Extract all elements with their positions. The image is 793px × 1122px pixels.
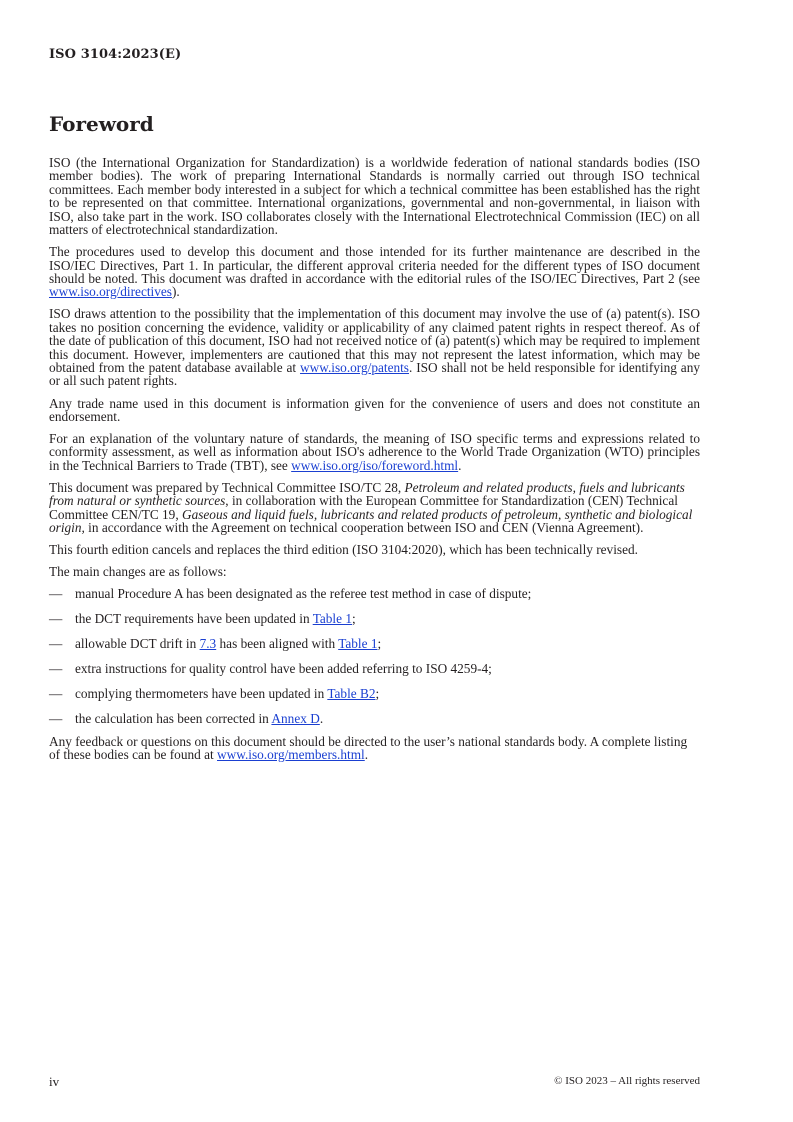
- paragraph-patents: ISO draws attention to the possibility that the implementation of this document may involve the use of (a) patent(s). ISO takes no position concerning the evidence, validity or applicability of any claimed patent rights in respect thereof. As of the date of publication of this document, ISO had not received notice of (a) patent(s) which may be required to implement this document. However, implementers are cautioned that this may not represent the latest information, which may be obtained from the patent database available at www.iso.org/patents. ISO shall not be held responsible for identifying any or all such patent rights.: [49, 306, 700, 389]
- paragraph-voluntary-nature: For an explanation of the voluntary nature of standards, the meaning of ISO specific terms and expressions related to conformity assessment, as well as information about ISO's adherence to the World Trade Organization (WTO) principles in the Technical Barriers to Trade (TBT), see www.iso.org/iso/foreword.html.: [49, 431, 700, 473]
- link-directives[interactable]: www.iso.org/directives: [49, 284, 172, 300]
- list-item: — the calculation has been corrected in Annex D.: [49, 711, 324, 727]
- dash-bullet: —: [49, 686, 63, 702]
- committee-title-iso: Petroleum and related products, fuels and lubricants from natural or synthetic sources: [49, 479, 685, 509]
- paragraph-trade-name: Any trade name used in this document is information given for the convenience of users and does not constitute an endorsement.: [49, 395, 700, 424]
- foreword-body: [49, 156, 700, 770]
- link-patents[interactable]: www.iso.org/patents: [300, 360, 409, 376]
- list-item: — manual Procedure A has been designated as the referee test method in case of dispute;: [49, 586, 532, 602]
- link-table-b2[interactable]: Table B2: [327, 686, 376, 702]
- list-item: — allowable DCT drift in 7.3 has been aligned with Table 1;: [49, 636, 382, 652]
- paragraph-procedures: The procedures used to develop this document and those intended for its further maintenance are described in the ISO/IEC Directives, Part 1. In particular, the different approval criteria needed for the different types of ISO document should be noted. This document was drafted in accordance with the editorial rules of the ISO/IEC Directives, Part 2 (see www.iso.org/directives).: [49, 244, 700, 300]
- list-item: — complying thermometers have been updated in Table B2;: [49, 686, 380, 702]
- link-annex-d[interactable]: Annex D: [271, 711, 320, 727]
- dash-bullet: —: [49, 586, 63, 602]
- dash-bullet: —: [49, 711, 63, 727]
- list-item: — the DCT requirements have been updated in Table 1;: [49, 611, 356, 627]
- paragraph-committee: This document was prepared by Technical Committee ISO/TC 28, Petroleum and related products, fuels and lubricants from natural or synthetic sources, in collaboration with the European Committee for Standardization (CEN) Technical Committee CEN/TC 19, Gaseous and liquid fuels, lubricants and related products of petroleum, synthetic and biological origin, in accordance with the Agreement on technical cooperation between ISO and CEN (Vienna Agreement).: [49, 479, 693, 536]
- dash-bullet: —: [49, 661, 63, 677]
- committee-title-cen: Gaseous and liquid fuels, lubricants and related products of petroleum, synthetic and biological origin,: [49, 506, 693, 536]
- paragraph-changes-intro: The main changes are as follows:: [49, 564, 227, 580]
- link-members[interactable]: www.iso.org/members.html: [217, 747, 365, 763]
- dash-bullet: —: [49, 636, 63, 652]
- paragraph-edition: This fourth edition cancels and replaces the third edition (ISO 3104:2020), which has been technically revised.: [49, 542, 638, 558]
- page-number: iv: [49, 1074, 60, 1089]
- list-item: — extra instructions for quality control have been added referring to ISO 4259-4;: [49, 661, 492, 677]
- page-title: Foreword: [49, 112, 154, 136]
- paragraph-iso-intro: ISO (the International Organization for Standardization) is a worldwide federation of national standards bodies (ISO member bodies). The work of preparing International Standards is normally carried out through ISO technical committees. Each member body interested in a subject for which a technical committee has been established has the right to be represented on that committee. International organizations, governmental and non-governmental, in liaison with ISO, also take part in the work. ISO collaborates closely with the International Electrotechnical Commission (IEC) on all matters of electrotechnical standardization.: [49, 155, 700, 238]
- changes-list: [49, 587, 700, 725]
- document-page: [49, 0, 700, 1122]
- dash-bullet: —: [49, 611, 63, 627]
- document-id: ISO 3104:2023(E): [49, 47, 182, 62]
- paragraph-feedback: Any feedback or questions on this document should be directed to the user’s national standards body. A complete listing of these bodies can be found at www.iso.org/members.html.: [49, 733, 688, 763]
- copyright-notice: © ISO 2023 – All rights reserved: [554, 1075, 700, 1087]
- link-foreword[interactable]: www.iso.org/iso/foreword.html: [291, 457, 459, 473]
- link-table-1[interactable]: Table 1: [338, 636, 378, 652]
- link-clause-7-3[interactable]: 7.3: [199, 636, 217, 652]
- link-table-1[interactable]: Table 1: [312, 611, 353, 627]
